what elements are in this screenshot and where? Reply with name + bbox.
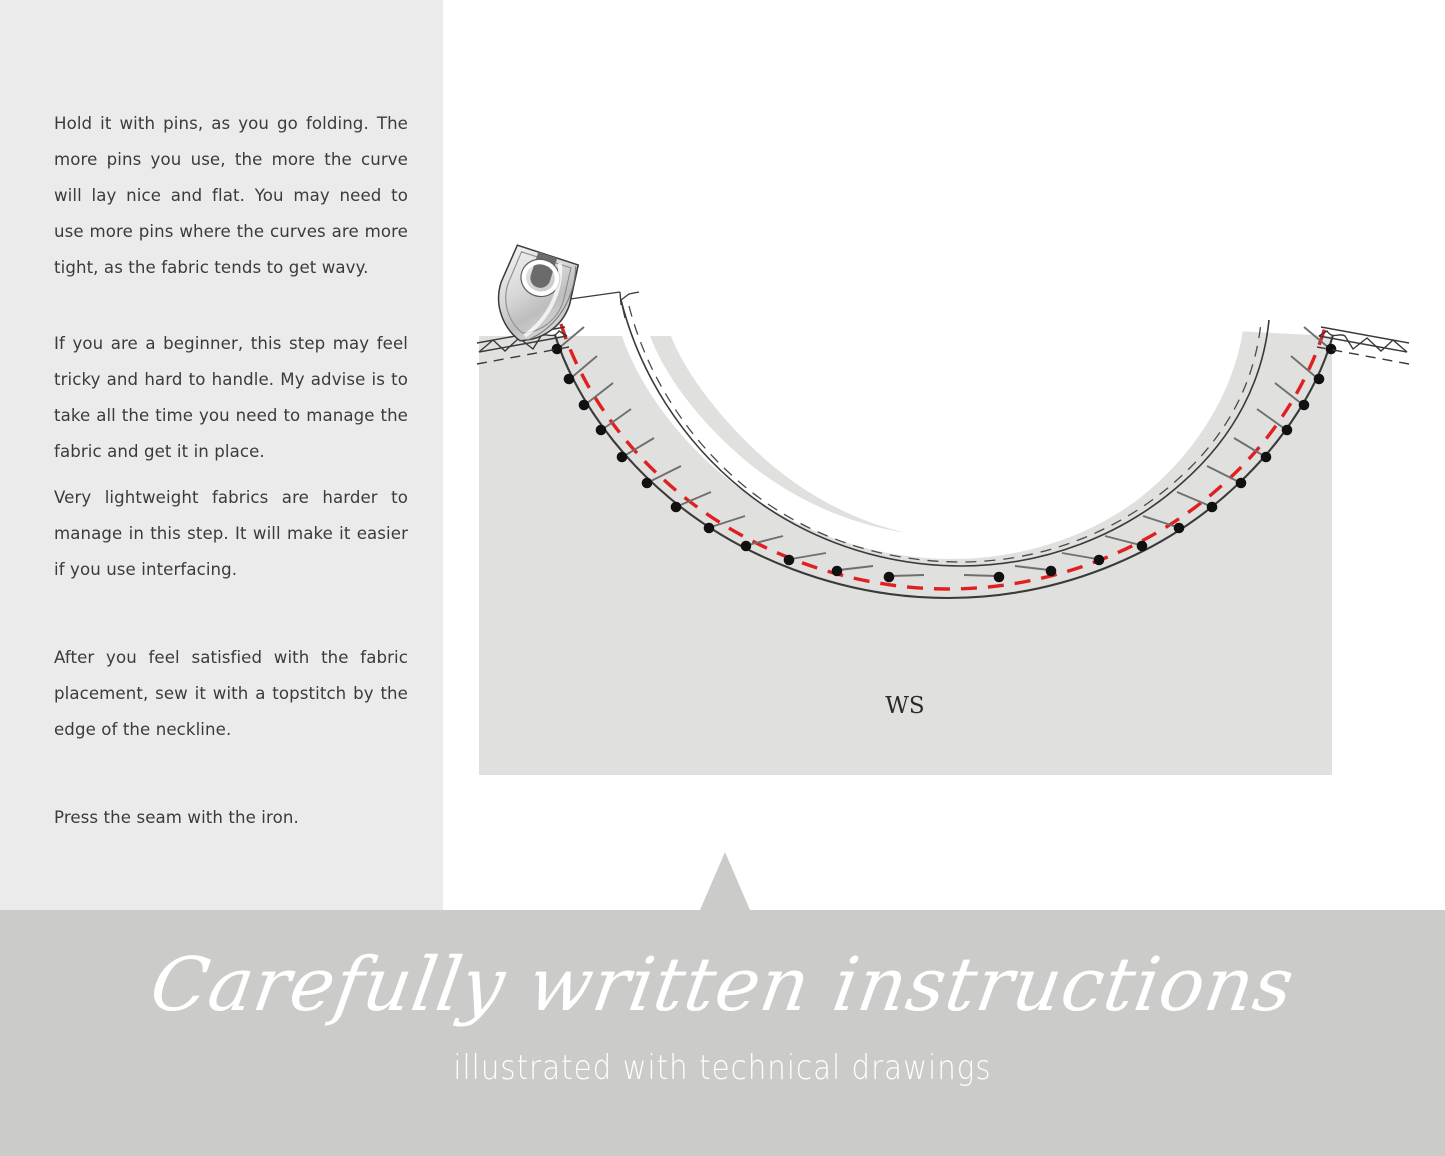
pin-head — [1207, 502, 1218, 513]
pin-head — [1236, 478, 1247, 489]
pin-head — [784, 555, 795, 566]
pin-head — [1046, 566, 1057, 577]
pin-head — [884, 572, 895, 583]
paragraph-spacer — [54, 286, 408, 326]
pin-head — [832, 566, 843, 577]
pin-head — [617, 452, 628, 463]
pressing-tool — [486, 244, 582, 352]
paragraph-spacer — [54, 470, 408, 480]
instructions-panel — [0, 0, 443, 910]
pin-head — [671, 502, 682, 513]
instruction-paragraph-1: Hold it with pins, as you go folding. The more pins you use, the more the curve will lay nice and flat. You may need to use more pins where the curves are more tight, as the fabric tends to get wavy. — [54, 114, 408, 277]
wrong-side-label: WS — [885, 693, 925, 719]
instruction-paragraph-2: If you are a beginner, this step may feel tricky and hard to handle. My advise is to take all the time you need to manage the fabric and get it in place. — [54, 334, 408, 461]
pin-head — [704, 523, 715, 534]
pin-head — [1137, 541, 1148, 552]
pin-head — [596, 425, 607, 436]
pin-head — [1094, 555, 1105, 566]
technical-drawing-panel — [443, 0, 1445, 910]
pin-head — [564, 374, 575, 385]
instruction-paragraph-3: Very lightweight fabrics are harder to manage in this step. It will make it easier if you use interfacing. — [54, 488, 408, 579]
banner-title: Carefully written instructions — [144, 942, 1301, 1028]
pin-head — [1299, 400, 1310, 411]
pin-head — [1326, 344, 1337, 355]
banner-pointer-triangle — [700, 852, 750, 910]
neckline-technical-drawing — [443, 0, 1445, 910]
promo-banner — [0, 910, 1445, 1156]
pin-head — [1174, 523, 1185, 534]
pin-head — [642, 478, 653, 489]
paragraph-spacer — [54, 748, 408, 800]
pin-head — [741, 541, 752, 552]
instruction-paragraph-5: Press the seam with the iron. — [54, 808, 299, 827]
facing-fold-tick — [620, 292, 621, 305]
pin-shaft — [964, 575, 997, 576]
instructions-text-stack — [54, 106, 408, 836]
pin-shaft — [891, 575, 924, 576]
banner-subtitle: illustrated with technical drawings — [453, 1048, 992, 1088]
pin-head — [1314, 374, 1325, 385]
pin-head — [994, 572, 1005, 583]
pin-head — [579, 400, 590, 411]
instruction-paragraph-4: After you feel satisfied with the fabric placement, sew it with a topstitch by the edge of the neckline. — [54, 648, 408, 739]
paragraph-spacer — [54, 588, 408, 640]
pin-head — [1282, 425, 1293, 436]
pin-head — [1261, 452, 1272, 463]
